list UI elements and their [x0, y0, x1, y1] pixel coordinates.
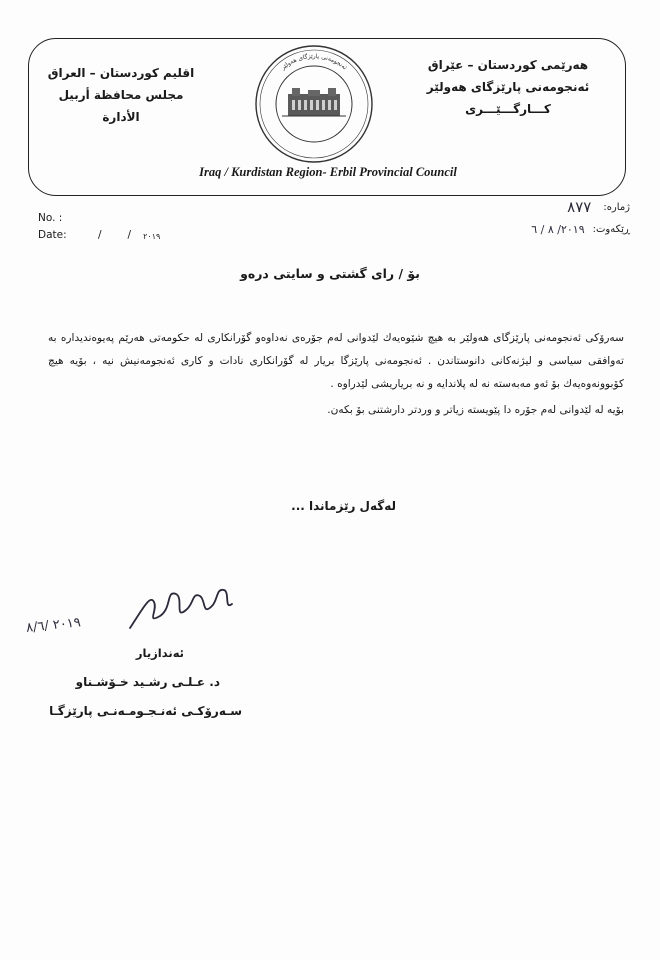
- council-seal-icon: [252, 42, 376, 166]
- letterhead-kurdish: [398, 54, 618, 120]
- reference-kurdish: [430, 196, 630, 240]
- signature-date: ٢٠١٩ /٨/٦: [25, 615, 82, 636]
- number-label: No. :: [38, 212, 63, 224]
- seal-text: ئەنجومەنی پارێزگای هەولێر: [279, 52, 349, 72]
- kurdish-date-label: ڕێکەوت:: [592, 223, 630, 235]
- letter-subject: بۆ / رای گشتی و سایتی درەو: [240, 266, 420, 281]
- letterhead-kurdish-line: ئەنجومەنی پارێزگای هەولێر: [426, 80, 590, 94]
- reference-english: [38, 210, 160, 244]
- signature-label: ئەندازیار: [135, 646, 184, 660]
- closing-line: لەگەل رێزماندا ...: [291, 499, 396, 513]
- signatory-name: د. عـلـی رشـید خـۆشـناو: [75, 675, 220, 689]
- letterhead-arabic: [46, 62, 196, 128]
- letterhead-kurdish-line: هەرێمی کوردستان – عێراق: [427, 58, 589, 72]
- date-year: ۲۰۱۹: [143, 232, 161, 241]
- letter-body: [48, 327, 624, 422]
- date-separator: /: [127, 229, 132, 241]
- letterhead-arabic-line: اقليم كوردستان – العراق: [47, 66, 195, 80]
- date-separator: /: [98, 229, 102, 241]
- letterhead-kurdish-line: کـــارگـــێـــری: [465, 102, 551, 116]
- kurdish-number-label: ژمارە:: [603, 201, 630, 213]
- date-label: Date:: [38, 229, 67, 241]
- body-paragraph: سەرۆکی ئەنجومەنی پارێزگای هەولێر بە هیچ شێوەیەك لێدوانی لەم جۆرەی نەداوەو گۆرانکاری لە حکومەتی هەرێم پەیوەندیدارە بە تەوافقی سیاسی و لیژنەکانی دانوستاندن . ئەنجومەنی پارێزگا بریار لە گۆرانکاری نادات و کاری ئەنجومەنیش نیە ، بۆیە هیچ کۆبوونەوەیەك بۆ ئەو مەبەستە نە لە پلاندایە و نە بریاریشی لێدراوە .: [48, 332, 624, 390]
- signatory-title: سـەرۆکـی ئەنـجـومـەنـی پارێزگـا: [49, 704, 242, 718]
- letterhead-arabic-line: الأدارة: [102, 110, 140, 124]
- body-paragraph: بۆیە لە لێدوانی لەم جۆرە دا پێویستە زیاتر و وردتر دارشتنی بۆ بکەن.: [327, 404, 624, 416]
- handwritten-date: ٢٠١٩/ ٨ / ٦: [531, 222, 585, 236]
- handwritten-signature: [120, 580, 240, 640]
- letterhead-arabic-line: مجلس محافظة أربيل: [58, 88, 184, 102]
- handwritten-number: ٨٧٧: [567, 198, 592, 216]
- letterhead-english-title: Iraq / Kurdistan Region- Erbil Provincial Council: [199, 165, 457, 179]
